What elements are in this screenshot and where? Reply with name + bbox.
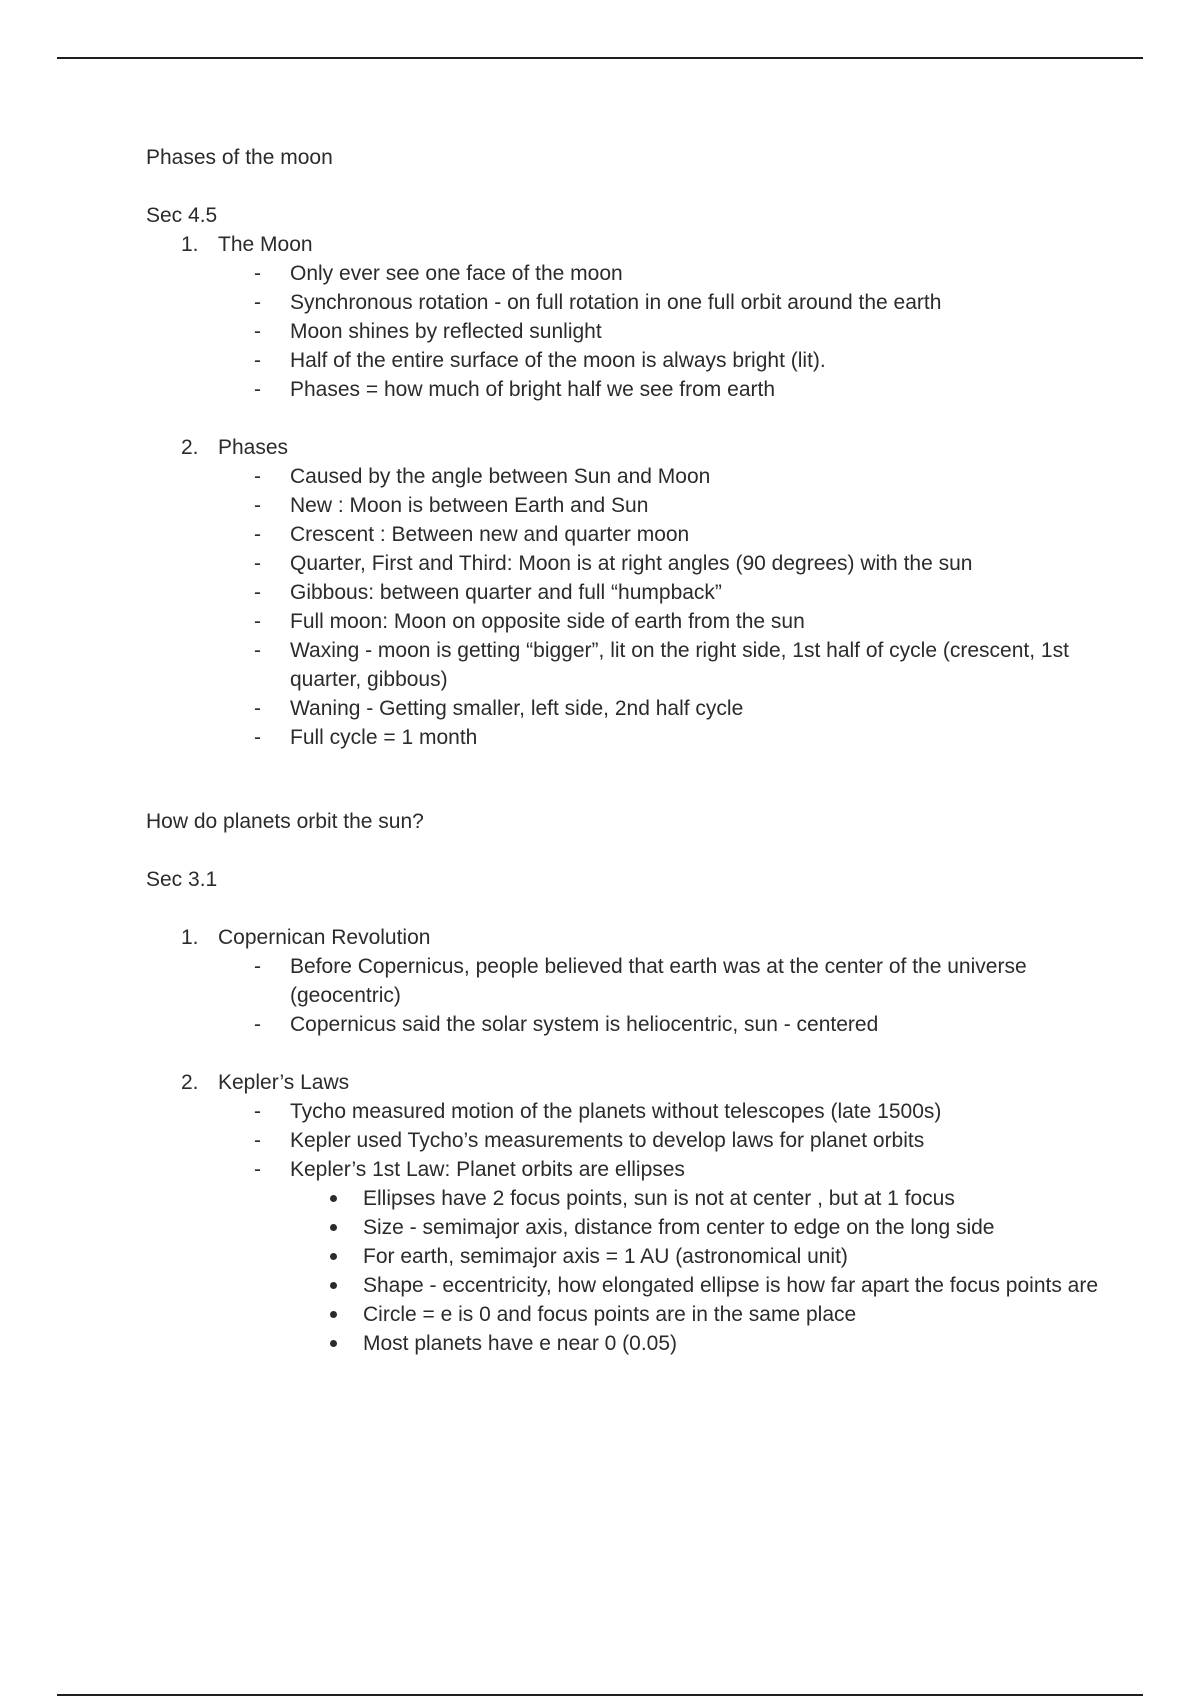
dash-marker: -	[254, 320, 261, 343]
bullet-icon	[330, 1253, 337, 1260]
list-item: Ellipses have 2 focus points, sun is not at center , but at 1 focus	[146, 1184, 1106, 1213]
list-item: - Phases = how much of bright half we see from earth	[146, 375, 1106, 404]
list-item: Most planets have e near 0 (0.05)	[146, 1329, 1106, 1358]
list-item: - Gibbous: between quarter and full “humpback”	[146, 578, 1106, 607]
dash-marker: -	[254, 1158, 261, 1181]
list-item: Shape - eccentricity, how elongated ellipse is how far apart the focus points are	[146, 1271, 1106, 1300]
list-item: Circle = e is 0 and focus points are in the same place	[146, 1300, 1106, 1329]
list-item: - Tycho measured motion of the planets without telescopes (late 1500s)	[146, 1097, 1106, 1126]
list-item: - Only ever see one face of the moon	[146, 259, 1106, 288]
moon-section-label: Sec 4.5	[146, 204, 218, 227]
dash-marker: -	[254, 523, 261, 546]
dash-marker: -	[254, 349, 261, 372]
orbits-section-label: Sec 3.1	[146, 868, 218, 891]
moon-group-1	[146, 230, 1106, 259]
list-item: - Crescent : Between new and quarter moon	[146, 520, 1106, 549]
dash-marker: -	[254, 291, 261, 314]
bullet-icon	[330, 1282, 337, 1289]
group-label: Kepler’s Laws	[218, 1071, 350, 1094]
moon-group-2-list	[146, 462, 1106, 752]
dash-marker: -	[254, 610, 261, 633]
dash-marker: -	[254, 262, 261, 285]
moon-heading: Phases of the moon	[146, 146, 333, 169]
top-rule	[57, 57, 1143, 59]
list-item: - Kepler used Tycho’s measurements to develop laws for planet orbits	[146, 1126, 1106, 1155]
list-item: For earth, semimajor axis = 1 AU (astronomical unit)	[146, 1242, 1106, 1271]
list-item: - Quarter, First and Third: Moon is at right angles (90 degrees) with the sun	[146, 549, 1106, 578]
dash-marker: -	[254, 581, 261, 604]
group-label: Phases	[218, 436, 289, 459]
list-item: - Before Copernicus, people believed that earth was at the center of the universe (geocentric)	[146, 952, 1106, 1010]
dash-marker: -	[254, 1100, 261, 1123]
list-item: - Synchronous rotation - on full rotation in one full orbit around the earth	[146, 288, 1106, 317]
dash-marker: -	[254, 726, 261, 749]
list-item: - Kepler’s 1st Law: Planet orbits are ellipses	[146, 1155, 1106, 1184]
group-label: Copernican Revolution	[218, 926, 431, 949]
kepler-first-law-list	[146, 1184, 1106, 1358]
dash-marker: -	[254, 697, 261, 720]
orbits-group-1-list	[146, 952, 1106, 1039]
list-item: - Waning - Getting smaller, left side, 2nd half cycle	[146, 694, 1106, 723]
list-item: - Waxing - moon is getting “bigger”, lit on the right side, 1st half of cycle (crescent, 1st quarter, gibbous)	[146, 636, 1106, 694]
list-number: 1.	[181, 233, 199, 256]
list-item: - Full moon: Moon on opposite side of earth from the sun	[146, 607, 1106, 636]
orbits-group-1	[146, 923, 1106, 952]
document-body	[146, 143, 1106, 1358]
list-item: - Moon shines by reflected sunlight	[146, 317, 1106, 346]
list-item: Size - semimajor axis, distance from center to edge on the long side	[146, 1213, 1106, 1242]
bullet-icon	[330, 1224, 337, 1231]
bullet-icon	[330, 1311, 337, 1318]
bullet-icon	[330, 1340, 337, 1347]
orbits-group-2	[146, 1068, 1106, 1097]
orbits-heading: How do planets orbit the sun?	[146, 810, 424, 833]
orbits-group-2-list	[146, 1097, 1106, 1184]
dash-marker: -	[254, 1129, 261, 1152]
dash-marker: -	[254, 639, 261, 662]
list-item: - Half of the entire surface of the moon is always bright (lit).	[146, 346, 1106, 375]
moon-group-2	[146, 433, 1106, 462]
bullet-icon	[330, 1195, 337, 1202]
list-number: 2.	[181, 1071, 199, 1094]
dash-marker: -	[254, 955, 261, 978]
dash-marker: -	[254, 552, 261, 575]
list-item: - Copernicus said the solar system is heliocentric, sun - centered	[146, 1010, 1106, 1039]
group-label: The Moon	[218, 233, 313, 256]
list-item: - Full cycle = 1 month	[146, 723, 1106, 752]
dash-marker: -	[254, 378, 261, 401]
moon-group-1-list	[146, 259, 1106, 404]
list-item: - New : Moon is between Earth and Sun	[146, 491, 1106, 520]
list-item: - Caused by the angle between Sun and Moon	[146, 462, 1106, 491]
list-number: 2.	[181, 436, 199, 459]
dash-marker: -	[254, 1013, 261, 1036]
dash-marker: -	[254, 494, 261, 517]
bottom-rule	[57, 1694, 1143, 1696]
dash-marker: -	[254, 465, 261, 488]
list-number: 1.	[181, 926, 199, 949]
